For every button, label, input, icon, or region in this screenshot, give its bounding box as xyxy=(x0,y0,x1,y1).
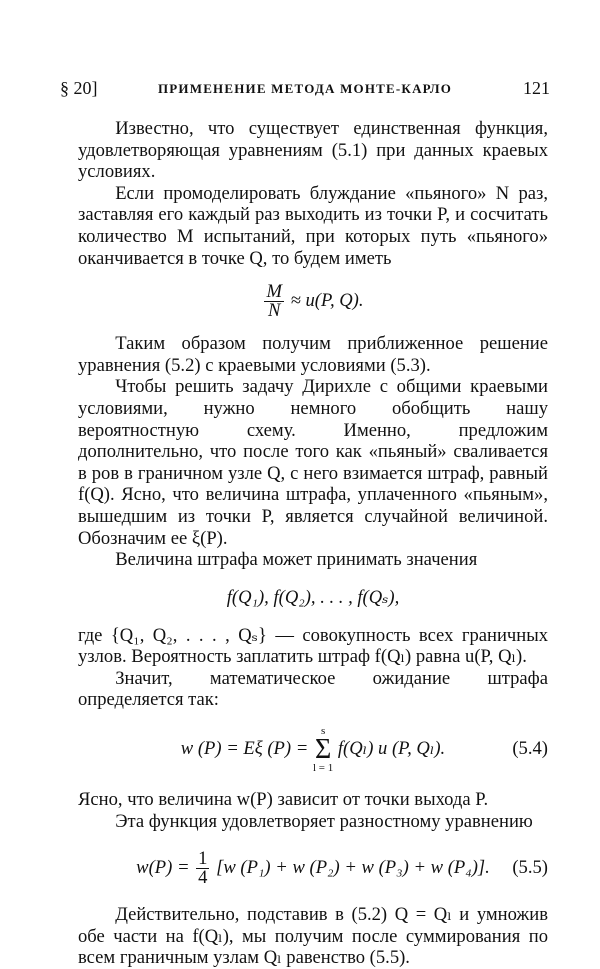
paragraph: Ясно, что величина w(P) зависит от точки выхода P. xyxy=(78,789,489,811)
sum-upper-limit: s xyxy=(320,724,326,737)
running-title: ПРИМЕНЕНИЕ МЕТОДА МОНТЕ-КАРЛО xyxy=(157,81,453,96)
paragraph: Значит, математическое ожидание штрафа определяется так: xyxy=(78,667,548,711)
equation-ratio xyxy=(78,279,548,323)
fraction-denominator: N xyxy=(268,300,281,322)
paragraph: Эта функция удовлетворяет разностному уравнению xyxy=(115,810,533,832)
paragraph: Если промоделировать блуждание «пьяного» N раз, заставляя его каждый раз выходить из точки P, и сосчитать количество M испытаний, при которых путь «пьяного» оканчивается в точке Q, то будем иметь xyxy=(78,182,548,269)
equation-lhs: w(P) = xyxy=(136,857,190,879)
paragraph: Таким образом получим приближенное решение уравнения (5.2) с краевыми условиями (5.3). xyxy=(78,333,548,376)
equation-rhs: f(Qₗ) u (P, Qₗ). xyxy=(337,738,446,760)
page-body xyxy=(78,118,548,969)
section-mark: § 20] xyxy=(60,78,98,98)
equation-rhs: [w (P₁) + w (P₂) + w (P₃) + w (P₄)]. xyxy=(216,857,490,879)
equation-number: (5.4) xyxy=(512,738,548,760)
paragraph: Величина штрафа может принимать значения xyxy=(115,549,478,571)
sum-lower-limit: l = 1 xyxy=(312,761,334,774)
equation-lhs: w (P) = Eξ (P) = xyxy=(180,738,309,760)
paragraph: где {Q₁, Q₂, . . . , Qₛ} — совокупность всех граничных узлов. Вероятность заплатить штраф f(Qₗ) равна u(P, Qₗ). xyxy=(78,624,548,668)
sigma-symbol: Σ xyxy=(314,733,332,765)
paragraph: Чтобы решить задачу Дирихле с общими краевыми условиями, нужно немного обобщить нашу вероятностную схему. Именно, предложим дополнительно, что после того как «пьяный» сваливается в ров в граничном узле Q, с него взимается штраф, равный f(Q). Ясно, что величина штрафа, уплаченного «пьяным», вышедшим из точки P, является случайной величиной. Обозначим ее ξ(P). xyxy=(78,376,548,549)
equation-number: (5.5) xyxy=(512,857,548,879)
equation-5-4 xyxy=(78,717,548,781)
equation-5-5 xyxy=(78,844,548,892)
fraction xyxy=(196,850,209,887)
fraction-denominator: 4 xyxy=(198,867,208,889)
fraction xyxy=(264,283,284,320)
summation xyxy=(313,726,333,774)
paragraph: Действительно, подставив в (5.2) Q = Qₗ и умножив обе части на f(Qₗ), мы получим после суммирования по всем граничным узлам Qₗ равенство (5.5). xyxy=(78,904,548,969)
page-number: 121 xyxy=(523,78,550,98)
equation-values: f(Q₁), f(Q₂), . . . , f(Qₛ), xyxy=(226,586,400,608)
paragraph: Известно, что существует единственная функция, удовлетворяющая уравнениям (5.1) при данных краевых условиях. xyxy=(78,118,548,183)
fraction-numerator: 1 xyxy=(198,848,208,870)
running-header xyxy=(60,78,550,104)
equation-rhs: ≈ u(P, Q). xyxy=(290,290,364,312)
fraction-numerator: M xyxy=(266,281,282,303)
